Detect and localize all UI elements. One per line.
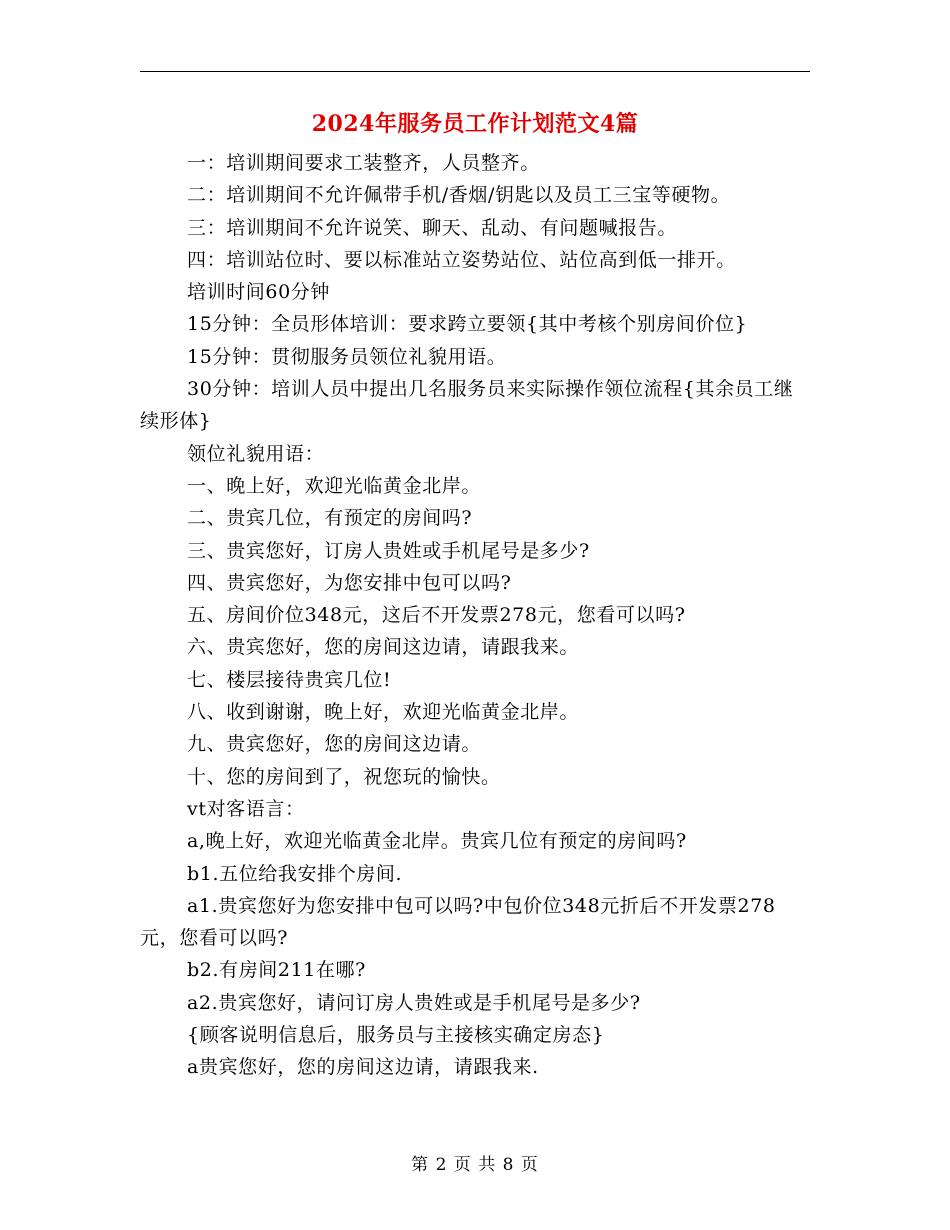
paragraph: 四、贵宾您好，为您安排中包可以吗? xyxy=(187,571,512,594)
paragraph: 领位礼貌用语： xyxy=(187,442,325,465)
page-number: 第 2 页 共 8 页 xyxy=(411,1155,539,1175)
paragraph: 三：培训期间不允许说笑、聊天、乱动、有问题喊报告。 xyxy=(187,216,678,239)
header-rule xyxy=(140,71,810,72)
paragraph: a2.贵宾您好，请问订房人贵姓或是手机尾号是多少? xyxy=(187,991,641,1014)
paragraph: 九、贵宾您好，您的房间这边请。 xyxy=(187,733,482,756)
paragraph: 二、贵宾几位，有预定的房间吗? xyxy=(187,507,473,530)
paragraph: 六、贵宾您好，您的房间这边请，请跟我来。 xyxy=(187,636,580,659)
paragraph: 八、收到谢谢，晚上好，欢迎光临黄金北岸。 xyxy=(187,701,580,724)
paragraph: 15分钟：全员形体培训：要求跨立要领{其中考核个别房间价位} xyxy=(187,313,748,336)
paragraph: {顾客说明信息后，服务员与主接核实确定房态} xyxy=(187,1024,605,1047)
paragraph: 培训时间60分钟 xyxy=(187,281,330,304)
paragraph: 七、楼层接待贵宾几位! xyxy=(187,668,392,691)
paragraph: 二：培训期间不允许佩带手机/香烟/钥匙以及员工三宝等硬物。 xyxy=(187,184,731,207)
paragraph: a,晚上好，欢迎光临黄金北岸。贵宾几位有预定的房间吗? xyxy=(187,830,687,853)
paragraph: vt对客语言： xyxy=(187,797,305,820)
paragraph: 三、贵宾您好，订房人贵姓或手机尾号是多少? xyxy=(187,539,590,562)
paragraph: b2.有房间211在哪? xyxy=(187,959,366,982)
paragraph: a贵宾您好，您的房间这边请，请跟我来. xyxy=(187,1056,539,1079)
document-title: 2024年服务员工作计划范文4篇 xyxy=(311,111,639,137)
paragraph: a1.贵宾您好为您安排中包可以吗?中包价位348元折后不开发票278元，您看可以吗? xyxy=(140,894,776,950)
paragraph: 十、您的房间到了，祝您玩的愉快。 xyxy=(187,765,501,788)
paragraph: 四：培训站位时、要以标准站立姿势站位、站位高到低一排开。 xyxy=(187,248,736,271)
paragraph: 一：培训期间要求工装整齐，人员整齐。 xyxy=(187,152,540,174)
paragraph: 30分钟：培训人员中提出几名服务员来实际操作领位流程{其余员工继续形体} xyxy=(140,378,794,433)
paragraph: b1.五位给我安排个房间. xyxy=(187,862,403,885)
paragraph: 一、晚上好，欢迎光临黄金北岸。 xyxy=(187,474,482,497)
paragraph: 五、房间价位348元，这后不开发票278元，您看可以吗? xyxy=(187,604,686,627)
paragraph: 15分钟：贯彻服务员领位礼貌用语。 xyxy=(187,345,507,368)
document-body xyxy=(140,147,812,1084)
